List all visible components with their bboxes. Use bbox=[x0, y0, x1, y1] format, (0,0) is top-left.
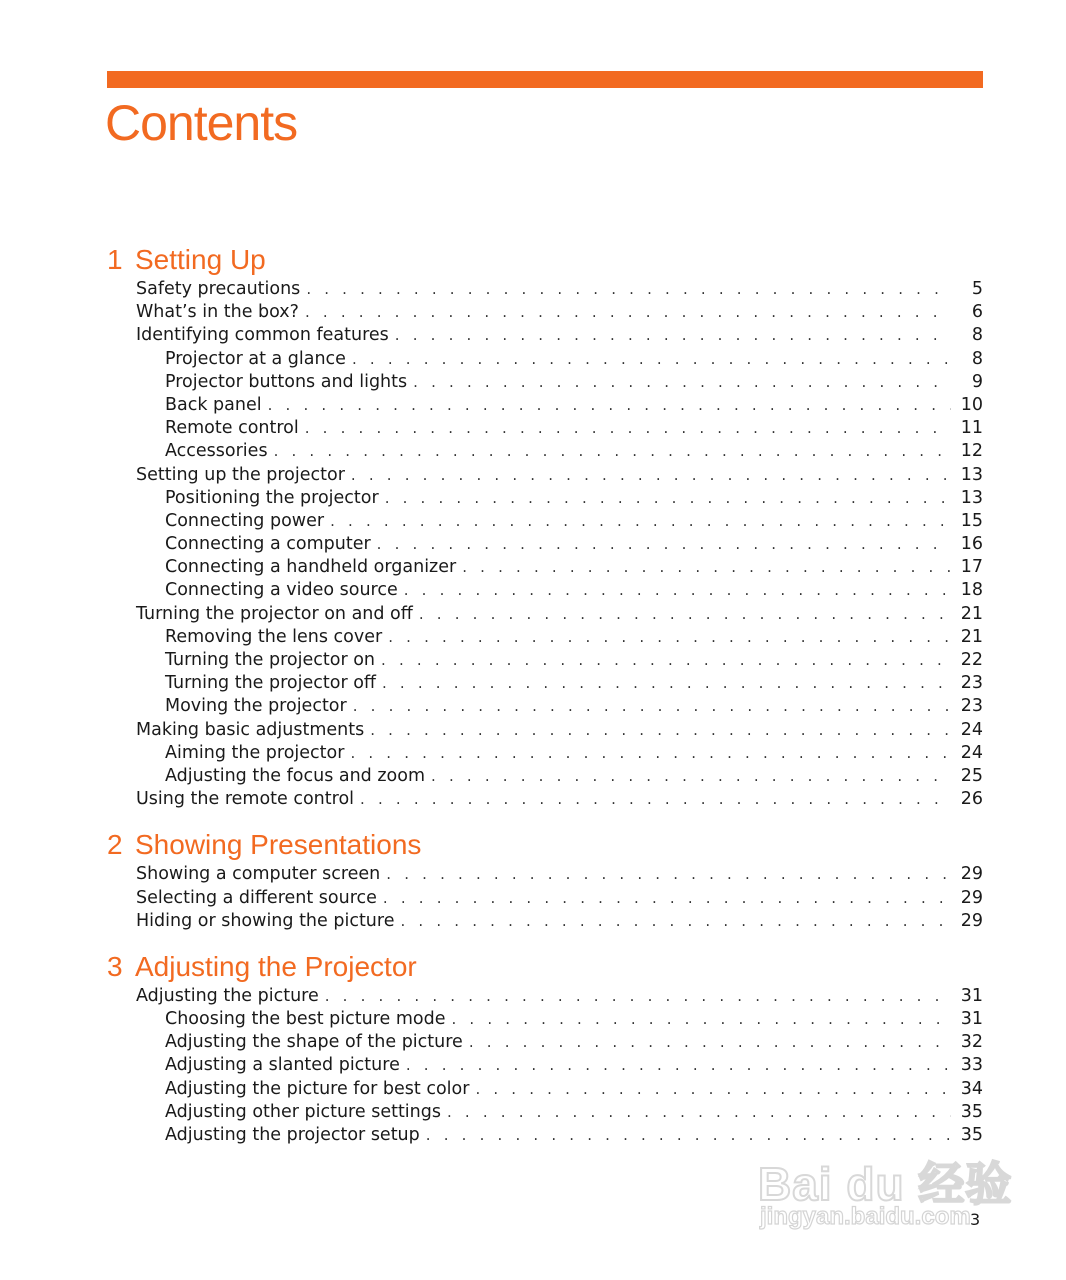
toc-entry-page: 9 bbox=[971, 371, 983, 392]
toc-subentry[interactable] bbox=[107, 417, 983, 440]
toc-entry-page: 21 bbox=[960, 603, 983, 624]
dot-leader bbox=[306, 278, 951, 301]
toc-entry-title: Connecting a computer bbox=[165, 534, 371, 555]
toc-entry[interactable] bbox=[107, 301, 983, 324]
page-number: 3 bbox=[970, 1210, 981, 1229]
toc-entry-page: 24 bbox=[960, 719, 983, 740]
toc-entry-title: Turning the projector on bbox=[165, 650, 376, 670]
chapter-number: 2 bbox=[107, 829, 123, 861]
toc-subentry[interactable] bbox=[107, 626, 983, 649]
dot-leader bbox=[274, 440, 951, 463]
dot-leader bbox=[305, 301, 951, 324]
toc-entry-page: 34 bbox=[960, 1078, 983, 1099]
toc-entry-page: 17 bbox=[960, 557, 983, 578]
dot-leader bbox=[360, 788, 951, 811]
toc-entry-page: 23 bbox=[960, 673, 983, 694]
toc-entry-title: Adjusting other picture settings bbox=[165, 1101, 441, 1122]
dot-leader bbox=[413, 371, 951, 394]
toc-entry-page: 33 bbox=[960, 1055, 983, 1076]
toc-entry-page: 31 bbox=[960, 1009, 983, 1030]
toc-entry-title: Moving the projector bbox=[165, 696, 347, 717]
toc-entry[interactable] bbox=[107, 887, 983, 910]
toc-entry-page: 12 bbox=[960, 441, 983, 462]
table-of-contents bbox=[107, 236, 983, 1157]
header-accent-bar bbox=[107, 71, 983, 88]
toc-entry-title: What’s in the box? bbox=[136, 302, 299, 323]
toc-entry[interactable] bbox=[107, 464, 983, 487]
dot-leader bbox=[268, 394, 951, 417]
toc-entry-page: 35 bbox=[960, 1125, 983, 1145]
chapter-title: Setting Up bbox=[135, 244, 266, 275]
toc-entry-page: 21 bbox=[960, 626, 983, 647]
toc-entry[interactable] bbox=[107, 324, 983, 347]
toc-subentry[interactable] bbox=[107, 440, 983, 463]
toc-subentry[interactable] bbox=[107, 579, 983, 602]
toc-entry-title: Remote control bbox=[165, 418, 299, 439]
toc-entry-title: Selecting a different source bbox=[136, 887, 377, 908]
chapter-heading[interactable] bbox=[107, 821, 983, 863]
dot-leader bbox=[469, 1031, 951, 1054]
toc-entry-page: 29 bbox=[960, 864, 983, 885]
dot-leader bbox=[377, 533, 951, 556]
toc-entry-page: 29 bbox=[960, 910, 983, 931]
dot-leader bbox=[426, 1124, 951, 1147]
toc-subentry[interactable] bbox=[107, 1054, 983, 1077]
toc-subentry[interactable] bbox=[107, 487, 983, 510]
toc-entry-title: Adjusting a slanted picture bbox=[165, 1055, 400, 1076]
toc-entry-page: 35 bbox=[960, 1101, 983, 1122]
toc-entry-title: Positioning the projector bbox=[165, 487, 379, 508]
toc-entry-title: Connecting a handheld organizer bbox=[165, 557, 457, 578]
dot-leader bbox=[451, 1008, 951, 1031]
dot-leader bbox=[305, 417, 951, 440]
dot-leader bbox=[462, 556, 951, 579]
dot-leader bbox=[388, 626, 951, 649]
toc-entry-title: Connecting a video source bbox=[165, 580, 398, 601]
dot-leader bbox=[370, 719, 951, 742]
dot-leader bbox=[351, 464, 951, 487]
toc-entry-title: Adjusting the projector setup bbox=[165, 1125, 420, 1145]
toc-entry-title: Using the remote control bbox=[136, 789, 355, 810]
toc-entry[interactable] bbox=[107, 863, 983, 886]
toc-entry-page: 13 bbox=[960, 464, 983, 485]
toc-entry-title: Projector buttons and lights bbox=[165, 371, 408, 392]
chapter-title: Showing Presentations bbox=[135, 829, 422, 861]
toc-subentry[interactable] bbox=[107, 371, 983, 394]
toc-entry-page: 26 bbox=[960, 789, 983, 810]
toc-entry-page: 15 bbox=[960, 510, 983, 531]
toc-entry-title: Making basic adjustments bbox=[136, 719, 365, 740]
toc-subentry[interactable] bbox=[107, 1008, 983, 1031]
chapter-number: 3 bbox=[107, 950, 123, 982]
toc-subentry[interactable] bbox=[107, 742, 983, 765]
toc-subentry[interactable] bbox=[107, 556, 983, 579]
toc-subentry[interactable] bbox=[107, 1124, 983, 1147]
chapter-section bbox=[107, 943, 983, 1147]
toc-entry-page: 8 bbox=[971, 325, 983, 346]
dot-leader bbox=[383, 887, 951, 910]
toc-entry-page: 23 bbox=[960, 696, 983, 717]
toc-entry-title: Back panel bbox=[165, 394, 262, 415]
toc-entry[interactable] bbox=[107, 985, 983, 1008]
toc-entry-page: 8 bbox=[971, 348, 983, 369]
chapter-heading[interactable] bbox=[107, 943, 983, 985]
toc-subentry[interactable] bbox=[107, 1101, 983, 1124]
toc-entry-page: 10 bbox=[960, 394, 983, 415]
toc-subentry[interactable] bbox=[107, 348, 983, 371]
toc-entry-title: Turning the projector on and off bbox=[136, 603, 413, 624]
toc-entry-title: Adjusting the focus and zoom bbox=[165, 765, 426, 786]
toc-entry-title: Showing a computer screen bbox=[136, 864, 381, 885]
toc-entry-page: 31 bbox=[960, 985, 983, 1006]
chapter-title: Adjusting the Projector bbox=[135, 950, 417, 982]
dot-leader bbox=[406, 1054, 951, 1077]
toc-entry-title: Setting up the projector bbox=[136, 464, 345, 485]
toc-entry-title: Aiming the projector bbox=[165, 742, 345, 763]
dot-leader bbox=[381, 649, 951, 672]
toc-subentry[interactable] bbox=[107, 394, 983, 417]
toc-subentry[interactable] bbox=[107, 510, 983, 533]
chapter-heading[interactable] bbox=[107, 236, 983, 278]
toc-entry-title: Removing the lens cover bbox=[165, 626, 383, 647]
dot-leader bbox=[431, 765, 951, 788]
chapter-section bbox=[107, 236, 983, 811]
toc-subentry[interactable] bbox=[107, 672, 983, 695]
chapter-number: 1 bbox=[107, 244, 123, 275]
toc-entry-title: Turning the projector off bbox=[165, 673, 376, 694]
toc-entry-title: Safety precautions bbox=[136, 279, 301, 299]
toc-subentry[interactable] bbox=[107, 533, 983, 556]
toc-entry-title: Hiding or showing the picture bbox=[136, 910, 395, 931]
toc-entry-page: 29 bbox=[960, 887, 983, 908]
toc-entry[interactable] bbox=[107, 910, 983, 933]
toc-subentry[interactable] bbox=[107, 1078, 983, 1101]
baidu-watermark-url: jingyan.baidu.com bbox=[760, 1203, 971, 1230]
dot-leader bbox=[419, 603, 951, 626]
toc-entry-title: Connecting power bbox=[165, 510, 325, 531]
toc-entry-page: 16 bbox=[960, 534, 983, 555]
toc-entry-title: Adjusting the shape of the picture bbox=[165, 1032, 463, 1053]
toc-entry-page: 6 bbox=[971, 302, 983, 323]
dot-leader bbox=[382, 672, 951, 695]
toc-entry-page: 11 bbox=[960, 418, 983, 439]
dot-leader bbox=[475, 1078, 951, 1101]
toc-entry-title: Adjusting the picture bbox=[136, 985, 319, 1006]
toc-entry[interactable] bbox=[107, 278, 983, 301]
toc-entry-page: 18 bbox=[960, 580, 983, 601]
dot-leader bbox=[330, 510, 951, 533]
dot-leader bbox=[352, 348, 951, 371]
toc-entry[interactable] bbox=[107, 603, 983, 626]
toc-subentry[interactable] bbox=[107, 695, 983, 718]
toc-entry-page: 5 bbox=[971, 279, 983, 299]
dot-leader bbox=[353, 695, 951, 718]
dot-leader bbox=[350, 742, 951, 765]
toc-entry-title: Identifying common features bbox=[136, 325, 389, 346]
toc-entry-page: 13 bbox=[960, 487, 983, 508]
dot-leader bbox=[400, 910, 951, 933]
toc-entry-title: Projector at a glance bbox=[165, 348, 346, 369]
toc-entry[interactable] bbox=[107, 788, 983, 811]
baidu-watermark-logo: Bai du 经验 bbox=[758, 1158, 1013, 1210]
dot-leader bbox=[386, 863, 951, 886]
toc-entry-title: Choosing the best picture mode bbox=[165, 1009, 446, 1030]
toc-entry-title: Adjusting the picture for best color bbox=[165, 1078, 470, 1099]
chapter-section bbox=[107, 821, 983, 933]
toc-entry-page: 25 bbox=[960, 765, 983, 786]
toc-entry-page: 22 bbox=[960, 650, 983, 670]
toc-subentry[interactable] bbox=[107, 765, 983, 788]
toc-entry[interactable] bbox=[107, 719, 983, 742]
toc-entry-page: 32 bbox=[960, 1032, 983, 1053]
toc-entry-page: 24 bbox=[960, 742, 983, 763]
toc-subentry[interactable] bbox=[107, 649, 983, 672]
dot-leader bbox=[325, 985, 951, 1008]
dot-leader bbox=[447, 1101, 951, 1124]
page-title: Contents bbox=[105, 95, 298, 151]
toc-subentry[interactable] bbox=[107, 1031, 983, 1054]
toc-entry-title: Accessories bbox=[165, 441, 268, 462]
dot-leader bbox=[395, 324, 951, 347]
dot-leader bbox=[404, 579, 951, 602]
dot-leader bbox=[385, 487, 951, 510]
